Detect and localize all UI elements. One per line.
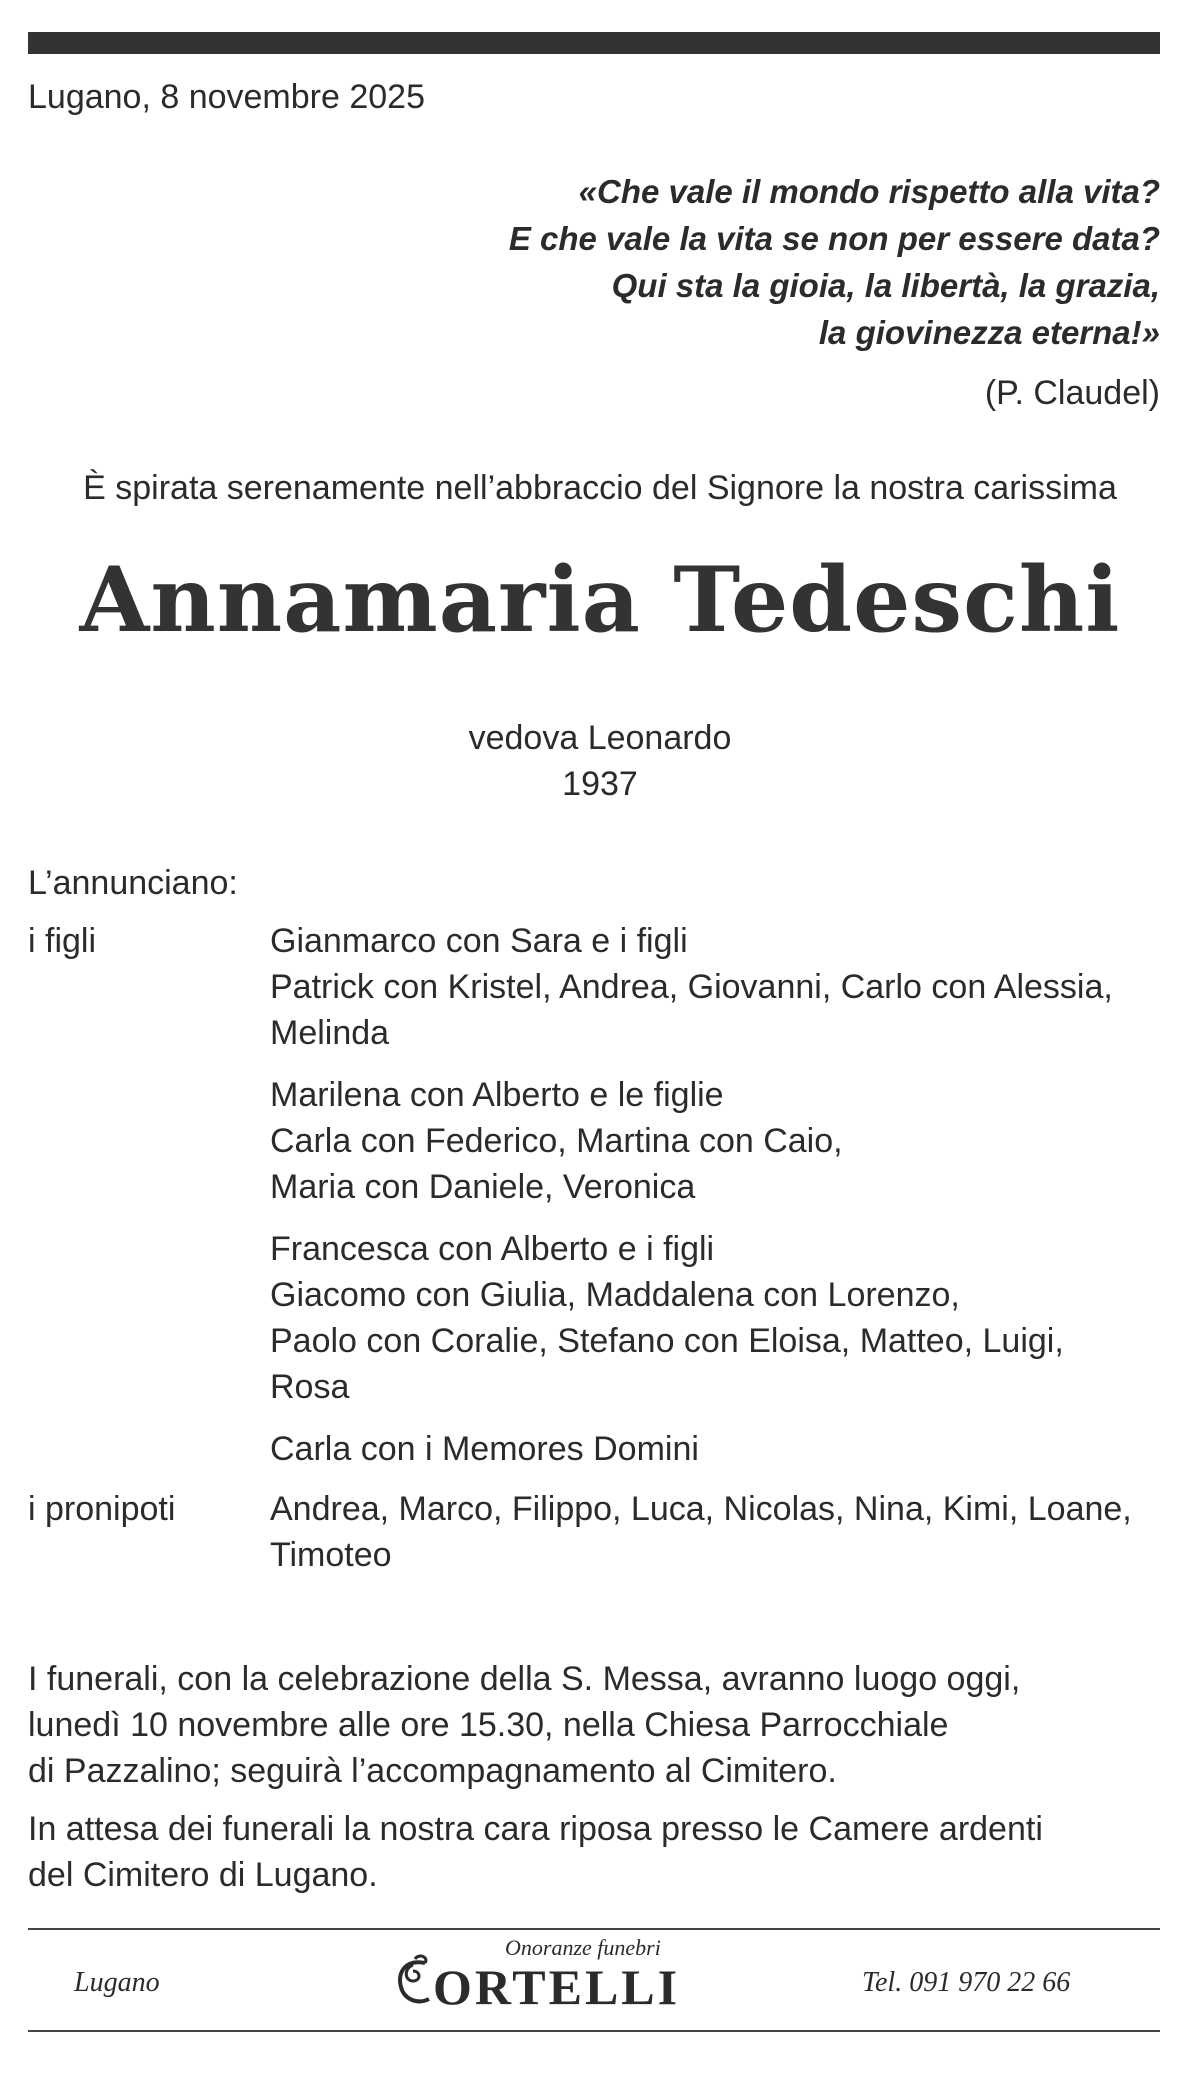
- family-group: [270, 1426, 699, 1472]
- family-line: Giacomo con Giulia, Maddalena con Lorenzo,: [270, 1276, 960, 1314]
- quote-line: Qui sta la gioia, la libertà, la grazia,: [611, 267, 1160, 304]
- family-line: Francesca con Alberto e i figli: [270, 1230, 715, 1268]
- footer-phone: Tel. 091 970 22 66: [862, 1967, 1071, 1998]
- quote-line: E che vale la vita se non per essere data?: [508, 220, 1160, 257]
- family-line: Carla con Federico, Martina con Caio,: [270, 1122, 843, 1160]
- logo-name: ORTELLI: [433, 1959, 681, 2015]
- quote-author: (P. Claudel): [984, 374, 1160, 412]
- deceased-name: Annamaria Tedeschi: [79, 547, 1121, 653]
- footer-city: Lugano: [74, 1967, 160, 1998]
- announce-heading: L’annunciano:: [28, 864, 238, 902]
- family-group: [270, 1072, 843, 1210]
- quote: [509, 168, 1160, 356]
- family-line: Andrea, Marco, Filippo, Luca, Nicolas, Nina, Kimi, Loane,: [270, 1490, 1132, 1528]
- paragraph-line: lunedì 10 novembre alle ore 15.30, nella Chiesa Parrocchiale: [28, 1706, 949, 1744]
- family-line: Marilena con Alberto e le figlie: [270, 1076, 724, 1114]
- quote-line: la giovinezza eterna!»: [818, 314, 1160, 351]
- family-line: Gianmarco con Sara e i figli: [270, 922, 688, 960]
- paragraph-line: I funerali, con la celebrazione della S. Messa, avranno luogo oggi,: [28, 1660, 1021, 1698]
- family-group: [270, 918, 1113, 1056]
- family-line: Timoteo: [270, 1536, 392, 1574]
- family-line: Carla con i Memores Domini: [270, 1430, 699, 1468]
- greatgrandchildren-group: [270, 1486, 1132, 1578]
- paragraph-line: del Cimitero di Lugano.: [28, 1856, 378, 1894]
- deceased-year: 1937: [562, 765, 638, 803]
- funeral-home-logo: [395, 1935, 685, 2035]
- family-line: Patrick con Kristel, Andrea, Giovanni, Carlo con Alessia,: [270, 968, 1113, 1006]
- family-line: Maria con Daniele, Veronica: [270, 1168, 696, 1206]
- funeral-paragraph: [28, 1656, 1020, 1794]
- family-line: Rosa: [270, 1368, 350, 1406]
- paragraph-line: di Pazzalino; seguirà l’accompagnamento al Cimitero.: [28, 1752, 837, 1790]
- family-group: [270, 1226, 1064, 1410]
- ornament-icon: [395, 1951, 435, 2011]
- children-label: i figli: [28, 922, 97, 960]
- greatgrandchildren-label: i pronipoti: [28, 1490, 176, 1528]
- family-line: Melinda: [270, 1014, 390, 1052]
- deceased-subtitle: vedova Leonardo: [468, 719, 732, 757]
- family-line: Paolo con Coralie, Stefano con Eloisa, Matteo, Luigi,: [270, 1322, 1064, 1360]
- logo-subtitle: Onoranze funebri: [505, 1935, 661, 1960]
- paragraph-line: In attesa dei funerali la nostra cara riposa presso le Camere ardenti: [28, 1810, 1043, 1848]
- intro-text: È spirata serenamente nell’abbraccio del Signore la nostra carissima: [83, 469, 1117, 507]
- footer-divider-top: [28, 1928, 1160, 1930]
- footer-divider-bottom: [28, 2030, 1160, 2032]
- rest-paragraph: [28, 1806, 1043, 1898]
- top-bar: [28, 32, 1160, 54]
- quote-line: «Che vale il mondo rispetto alla vita?: [578, 173, 1160, 210]
- place-date: Lugano, 8 novembre 2025: [28, 78, 425, 116]
